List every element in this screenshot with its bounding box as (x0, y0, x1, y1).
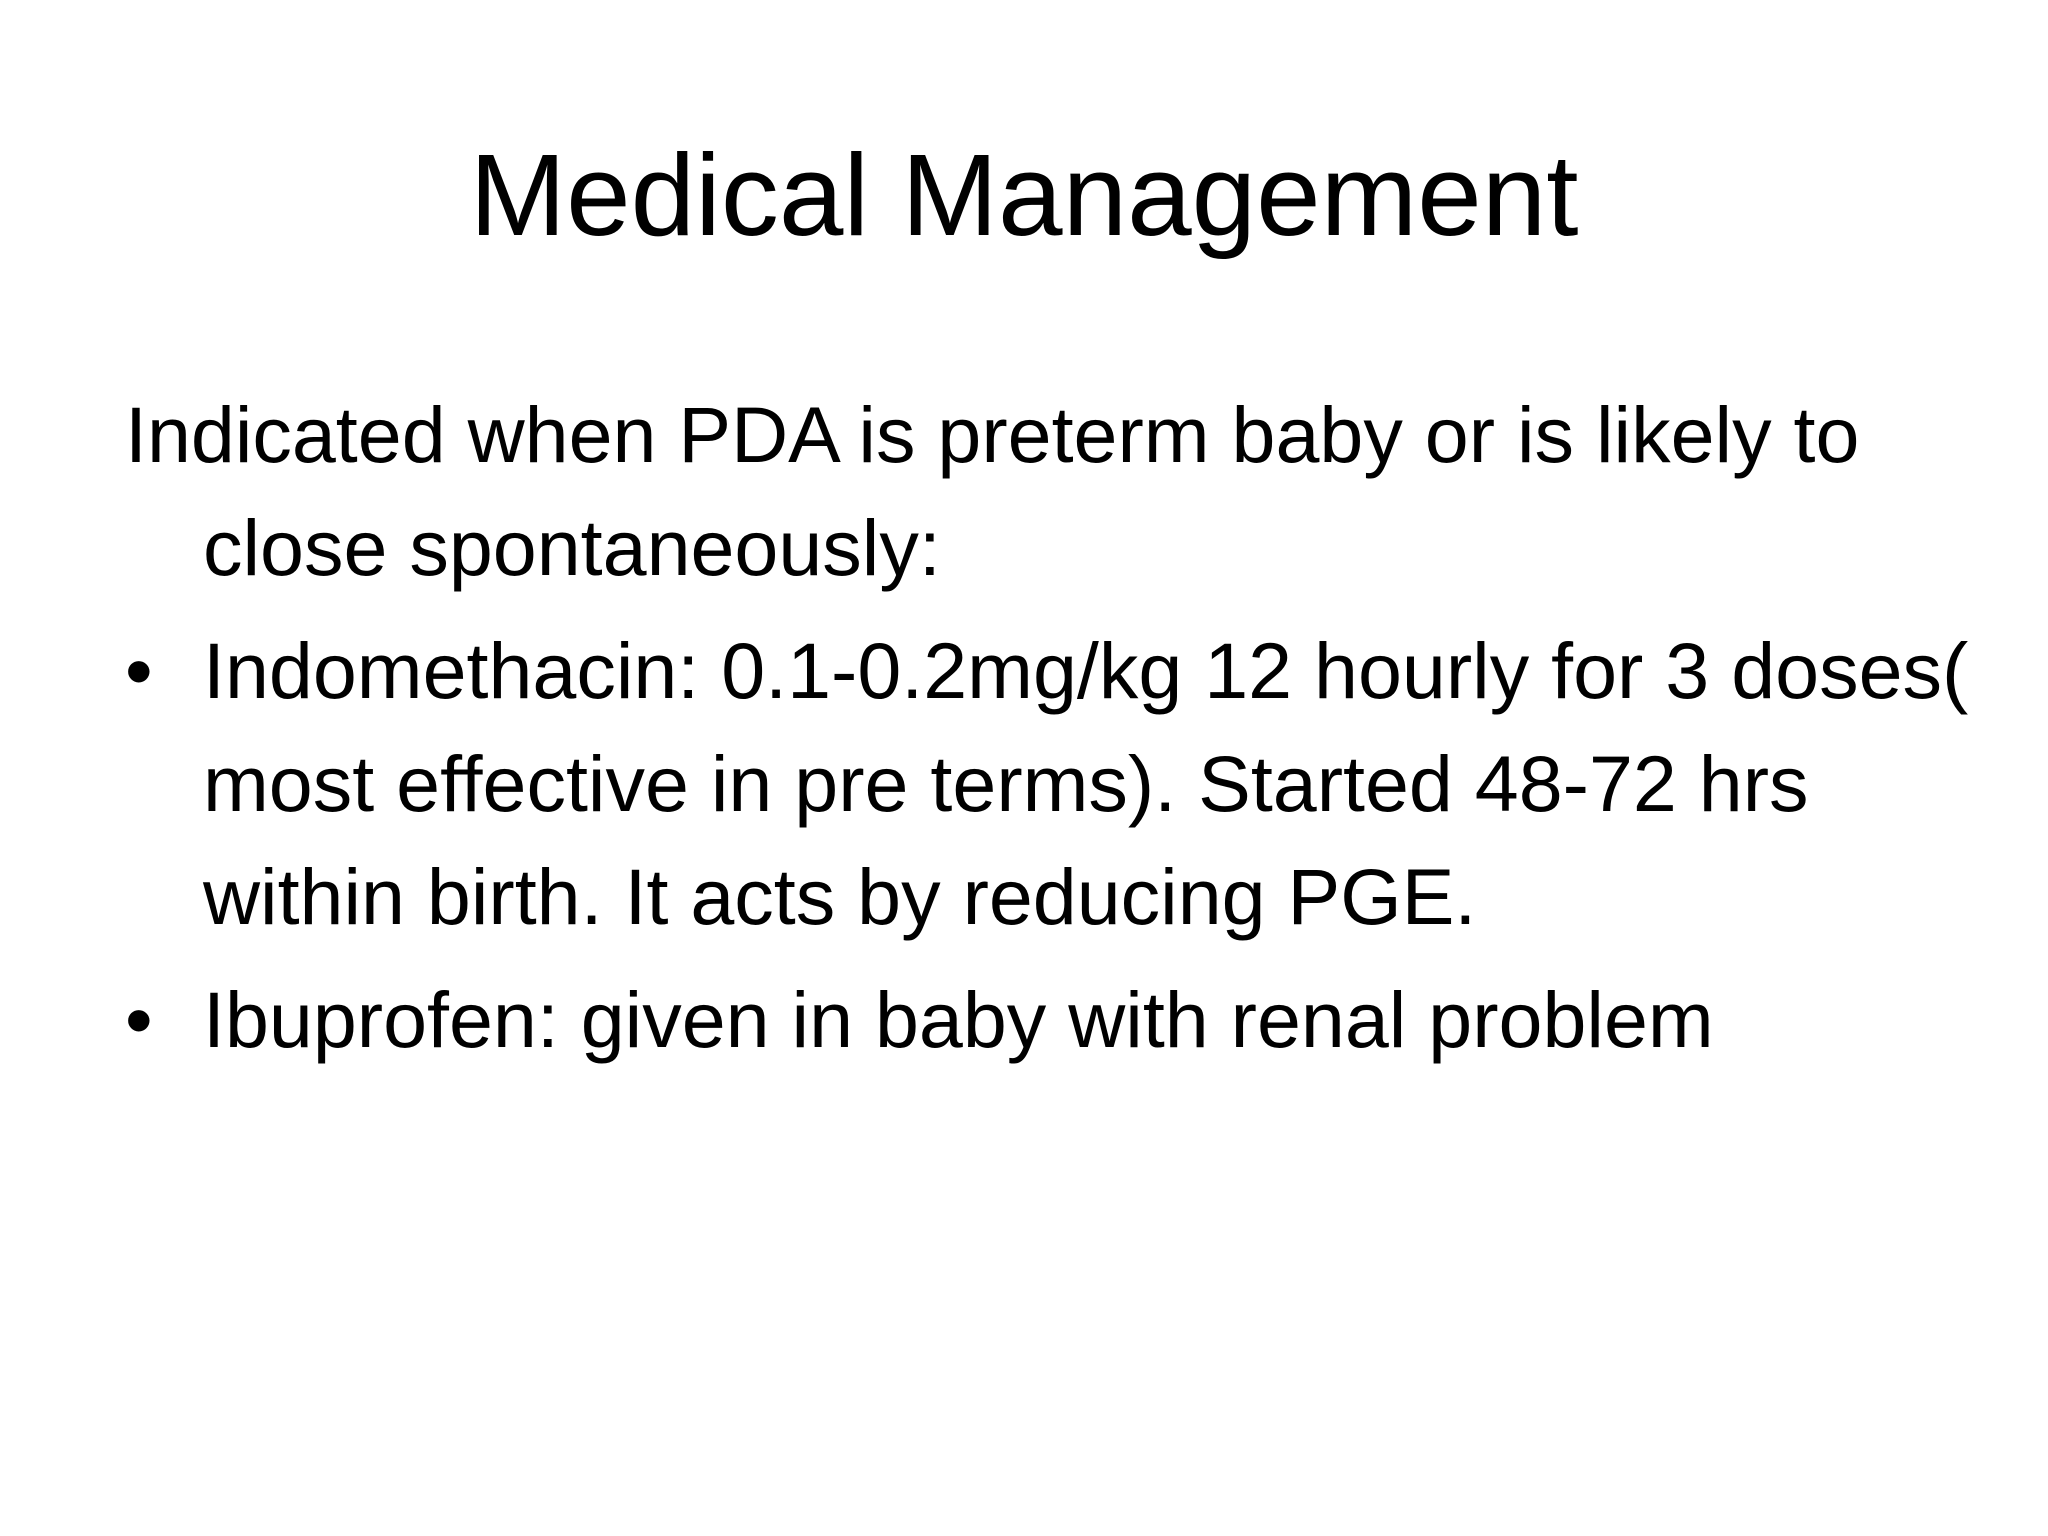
bullet-item-indomethacin (125, 614, 1985, 953)
intro-paragraph: Indicated when PDA is preterm baby or is likely to close spontaneously: (125, 390, 1860, 592)
slide-title: Medical Management (469, 130, 1579, 260)
bullet-icon: • (125, 975, 153, 1064)
slide-body (125, 378, 1985, 1086)
bullet-list (125, 614, 1985, 1076)
bullet-text-ibuprofen: Ibuprofen: given in baby with renal problem (203, 975, 1714, 1064)
bullet-text-indomethacin: Indomethacin: 0.1-0.2mg/kg 12 hourly for 3 doses( most effective in pre terms). Started 48-72 hrs within birth. It acts by reducing PGE. (203, 626, 1969, 941)
bullet-item-ibuprofen (125, 963, 1985, 1076)
bullet-icon: • (125, 626, 153, 715)
